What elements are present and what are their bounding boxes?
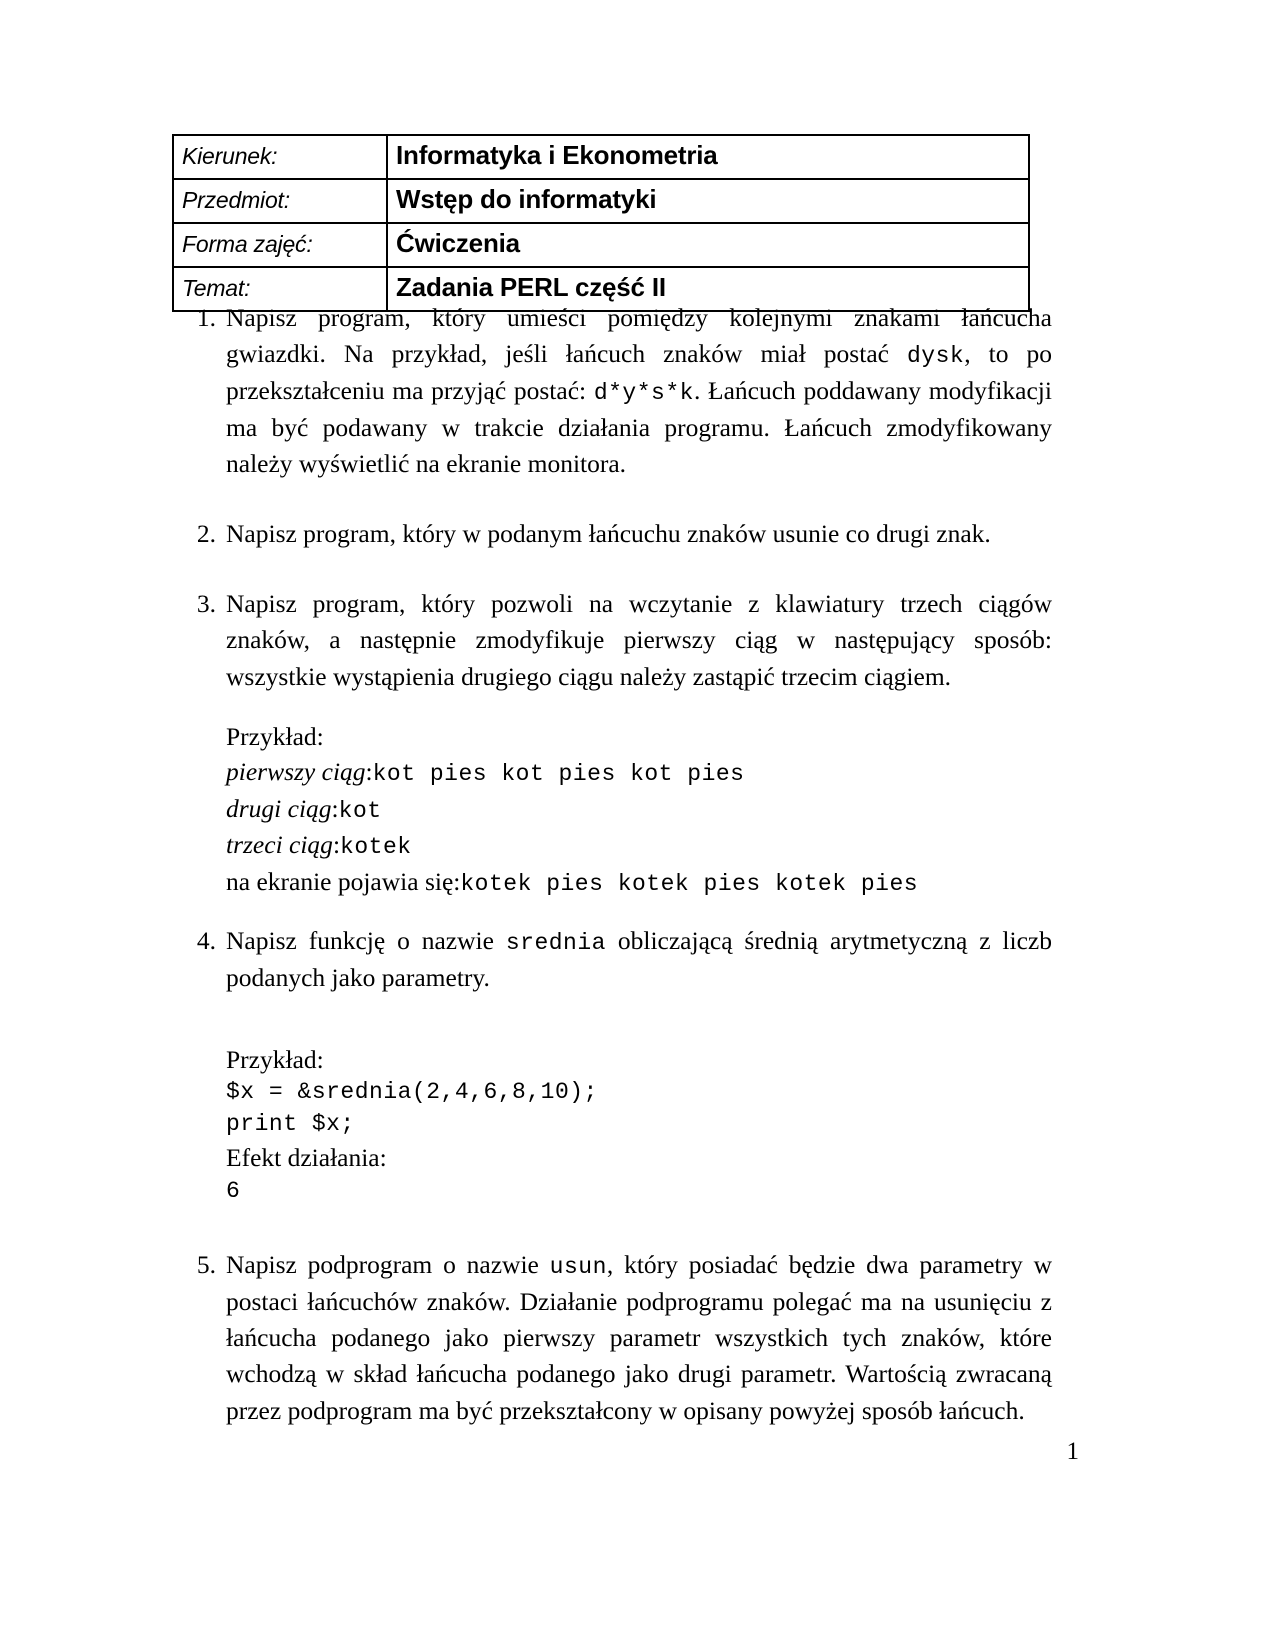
list-item-number: 4. (196, 925, 216, 955)
list-item-text (226, 300, 1052, 482)
example-third-value: kotek (340, 834, 412, 861)
list-item-text: Napisz program, który pozwoli na wczytanie z klawiatury trzech ciągów znaków, a następnie zmodyfikuje pierwszy ciąg w następujący sposób: wszystkie wystąpienia drugiego ciągu należy zastąpić trzecim ciągiem. (226, 589, 1052, 691)
list-item-text (226, 1247, 1052, 1428)
code-dysk: dysk (906, 343, 965, 370)
example-output-value: kotek pies kotek pies kotek pies (460, 871, 919, 898)
field-value-temat: Zadania PERL część II (387, 267, 1029, 311)
table-row (173, 179, 1029, 223)
code-dysk-starred: d*y*s*k (593, 379, 694, 406)
effect-value: 6 (226, 1177, 241, 1204)
example-second-value: kot (338, 797, 382, 824)
field-label-forma-zajec: Forma zajęć: (173, 223, 387, 267)
colon: : (453, 867, 461, 897)
example-block-four (172, 1042, 1052, 1208)
spacer (172, 506, 1052, 516)
spacer (172, 576, 1052, 586)
example-output-label: na ekranie pojawia się (226, 867, 454, 897)
spacer (172, 1020, 1052, 1042)
example-heading: Przykład: (226, 1044, 324, 1074)
example-first-label: pierwszy ciąg (226, 756, 366, 786)
list-item-1 (172, 300, 1052, 482)
example-output-string (226, 864, 1052, 901)
course-info-table (172, 134, 1030, 312)
table-row (173, 135, 1029, 179)
example-first-string (226, 754, 1052, 791)
field-value-kierunek: Informatyka i Ekonometria (387, 135, 1029, 179)
text-segment: , to po przekształceniu ma przyjąć postać: (226, 339, 1052, 405)
field-label-kierunek: Kierunek: (173, 135, 387, 179)
code-line-assignment: $x = &srednia(2,4,6,8,10); (226, 1078, 598, 1105)
spacer (172, 901, 1052, 923)
text-segment: , który posiadać będzie dwa parametry w postaci łańcuchów znaków. Działanie podprogramu polegać ma na usunięciu z łańcucha podanego jako pierwszy parametr wszystkich tych znaków, które wchodzą w skład łańcucha podanego jako drugi parametr. Wartością zwracaną przez podprogram ma być przekształcony w opisany powyżej sposób łańcuch. (226, 1250, 1052, 1425)
text-segment: . Łańcuch poddawany modyfikacji ma być podawany w trakcie działania programu. Łańcuch zmodyfikowany należy wyświetlić na ekranie monitora. (226, 375, 1052, 478)
example-third-string (226, 827, 1052, 864)
colon: : (331, 793, 339, 823)
list-item-number: 2. (196, 518, 216, 548)
example-second-string (226, 791, 1052, 828)
list-item-text (226, 923, 1052, 996)
text-segment: Napisz funkcję o nazwie (226, 925, 506, 955)
text-segment: obliczającą średnią arytmetyczną z liczb podanych jako parametry. (226, 925, 1052, 992)
example-heading: Przykład: (226, 721, 324, 751)
list-item-4 (172, 923, 1052, 996)
colon: : (365, 756, 373, 786)
list-item-5 (172, 1247, 1052, 1428)
effect-label: Efekt działania: (226, 1143, 387, 1173)
list-item-text: Napisz program, który w podanym łańcuchu znaków usunie co drugi znak. (226, 518, 991, 548)
example-second-label: drugi ciąg (226, 793, 332, 823)
page-number: 1 (1066, 1438, 1079, 1465)
exercise-list (172, 300, 1052, 1453)
field-label-temat: Temat: (173, 267, 387, 311)
text-segment: Napisz program, który umieści pomiędzy kolejnymi znakami łańcucha gwiazdki. Na przykład, jeśli łańcuch znaków miał postać (226, 303, 1052, 369)
code-usun: usun (549, 1254, 607, 1281)
code-srednia: srednia (505, 929, 606, 956)
example-block-three (172, 719, 1052, 901)
colon: : (332, 830, 341, 860)
example-third-label: trzeci ciąg (226, 830, 333, 860)
list-item-number: 3. (196, 589, 216, 619)
field-value-przedmiot: Wstęp do informatyki (387, 179, 1029, 223)
list-item-3 (172, 586, 1052, 695)
field-value-forma-zajec: Ćwiczenia (387, 223, 1029, 267)
list-item-2 (172, 516, 1052, 552)
field-label-przedmiot: Przedmiot: (173, 179, 387, 223)
table-row (173, 223, 1029, 267)
code-line-print: print $x; (226, 1110, 355, 1137)
list-item-number: 5. (196, 1250, 216, 1280)
example-first-value: kot pies kot pies kot pies (372, 760, 745, 787)
list-item-number: 1. (196, 303, 216, 332)
text-segment: Napisz podprogram o nazwie (226, 1250, 550, 1280)
spacer (172, 1207, 1052, 1247)
